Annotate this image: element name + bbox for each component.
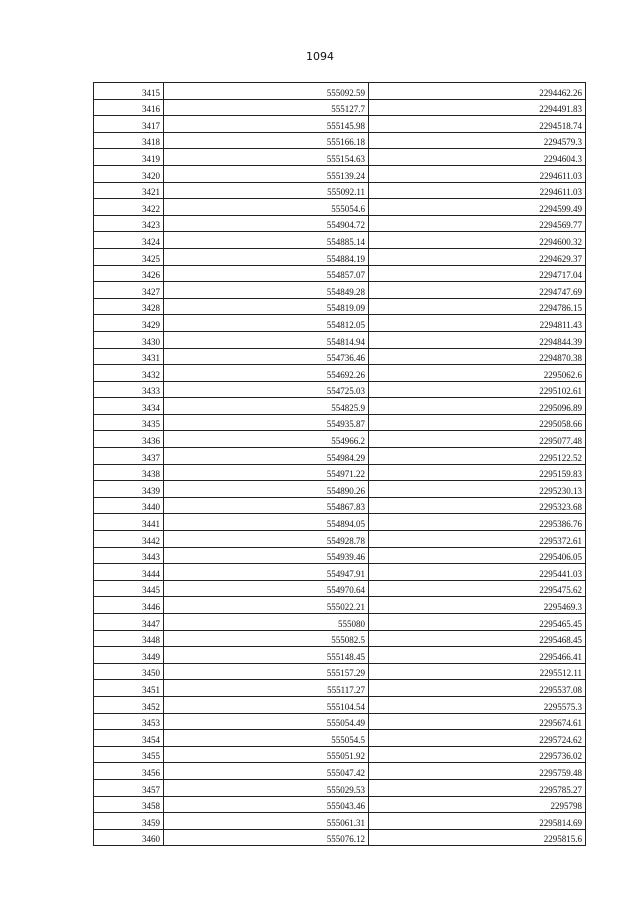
- y-coordinate-cell: 2295512.11: [369, 663, 586, 680]
- y-coordinate-cell: 2294611.03: [369, 182, 586, 199]
- table-row: [94, 663, 586, 680]
- table-row: [94, 132, 586, 149]
- y-coordinate-cell: 2295469.3: [369, 597, 586, 614]
- point-number-cell: 3439: [94, 481, 164, 498]
- table-row: [94, 265, 586, 282]
- point-number-cell: 3425: [94, 248, 164, 265]
- y-coordinate-cell: 2294629.37: [369, 248, 586, 265]
- table-row: [94, 431, 586, 448]
- y-coordinate-cell: 2295475.62: [369, 580, 586, 597]
- y-coordinate-cell: 2295575.3: [369, 696, 586, 713]
- x-coordinate-cell: 555092.59: [164, 83, 369, 100]
- table-row: [94, 464, 586, 481]
- table-row: [94, 547, 586, 564]
- point-number-cell: 3452: [94, 696, 164, 713]
- table-row: [94, 116, 586, 133]
- x-coordinate-cell: 554971.22: [164, 464, 369, 481]
- table-row: [94, 182, 586, 199]
- y-coordinate-cell: 2295785.27: [369, 779, 586, 796]
- y-coordinate-cell: 2295724.62: [369, 730, 586, 747]
- y-coordinate-cell: 2294717.04: [369, 265, 586, 282]
- x-coordinate-cell: 555076.12: [164, 829, 369, 846]
- x-coordinate-cell: 554984.29: [164, 448, 369, 465]
- table-row: [94, 149, 586, 166]
- x-coordinate-cell: 555022.21: [164, 597, 369, 614]
- y-coordinate-cell: 2295122.52: [369, 448, 586, 465]
- x-coordinate-cell: 554812.05: [164, 315, 369, 332]
- point-number-cell: 3453: [94, 713, 164, 730]
- y-coordinate-cell: 2295062.6: [369, 365, 586, 382]
- point-number-cell: 3451: [94, 680, 164, 697]
- table-row: [94, 829, 586, 846]
- x-coordinate-cell: 555117.27: [164, 680, 369, 697]
- table-row: [94, 564, 586, 581]
- point-number-cell: 3456: [94, 763, 164, 780]
- point-number-cell: 3423: [94, 215, 164, 232]
- point-number-cell: 3420: [94, 165, 164, 182]
- y-coordinate-cell: 2295736.02: [369, 746, 586, 763]
- x-coordinate-cell: 554857.07: [164, 265, 369, 282]
- y-coordinate-cell: 2294600.32: [369, 232, 586, 249]
- point-number-cell: 3430: [94, 331, 164, 348]
- point-number-cell: 3440: [94, 497, 164, 514]
- table-row: [94, 448, 586, 465]
- x-coordinate-cell: 554890.26: [164, 481, 369, 498]
- table-row: [94, 199, 586, 216]
- point-number-cell: 3422: [94, 199, 164, 216]
- x-coordinate-cell: 555054.49: [164, 713, 369, 730]
- table-row: [94, 83, 586, 100]
- y-coordinate-cell: 2295406.05: [369, 547, 586, 564]
- table-row: [94, 315, 586, 332]
- table-row: [94, 398, 586, 415]
- table-row: [94, 165, 586, 182]
- table-row: [94, 215, 586, 232]
- point-number-cell: 3419: [94, 149, 164, 166]
- point-number-cell: 3444: [94, 564, 164, 581]
- table-row: [94, 680, 586, 697]
- point-number-cell: 3429: [94, 315, 164, 332]
- x-coordinate-cell: 555029.53: [164, 779, 369, 796]
- table-row: [94, 730, 586, 747]
- table-row: [94, 514, 586, 531]
- x-coordinate-cell: 555051.92: [164, 746, 369, 763]
- x-coordinate-cell: 555061.31: [164, 813, 369, 830]
- x-coordinate-cell: 554939.46: [164, 547, 369, 564]
- point-number-cell: 3428: [94, 298, 164, 315]
- x-coordinate-cell: 555166.18: [164, 132, 369, 149]
- table-row: [94, 414, 586, 431]
- point-number-cell: 3417: [94, 116, 164, 133]
- table-row: [94, 713, 586, 730]
- table-row: [94, 282, 586, 299]
- y-coordinate-cell: 2295537.08: [369, 680, 586, 697]
- y-coordinate-cell: 2295465.45: [369, 614, 586, 631]
- x-coordinate-cell: 554849.28: [164, 282, 369, 299]
- table-row: [94, 647, 586, 664]
- table-row: [94, 481, 586, 498]
- x-coordinate-cell: 554928.78: [164, 531, 369, 548]
- point-number-cell: 3448: [94, 630, 164, 647]
- x-coordinate-cell: 554885.14: [164, 232, 369, 249]
- point-number-cell: 3433: [94, 381, 164, 398]
- y-coordinate-cell: 2294579.3: [369, 132, 586, 149]
- point-number-cell: 3442: [94, 531, 164, 548]
- table-row: [94, 348, 586, 365]
- x-coordinate-cell: 555154.63: [164, 149, 369, 166]
- y-coordinate-cell: 2294747.69: [369, 282, 586, 299]
- y-coordinate-cell: 2295102.61: [369, 381, 586, 398]
- y-coordinate-cell: 2295466.41: [369, 647, 586, 664]
- x-coordinate-cell: 555092.11: [164, 182, 369, 199]
- point-number-cell: 3421: [94, 182, 164, 199]
- y-coordinate-cell: 2294518.74: [369, 116, 586, 133]
- y-coordinate-cell: 2295815.6: [369, 829, 586, 846]
- table-row: [94, 796, 586, 813]
- point-number-cell: 3441: [94, 514, 164, 531]
- x-coordinate-cell: 554894.05: [164, 514, 369, 531]
- y-coordinate-cell: 2294462.26: [369, 83, 586, 100]
- y-coordinate-cell: 2295323.68: [369, 497, 586, 514]
- table-row: [94, 497, 586, 514]
- table-row: [94, 99, 586, 116]
- x-coordinate-cell: 554935.87: [164, 414, 369, 431]
- x-coordinate-cell: 554692.26: [164, 365, 369, 382]
- point-number-cell: 3426: [94, 265, 164, 282]
- point-number-cell: 3443: [94, 547, 164, 564]
- y-coordinate-cell: 2294491.83: [369, 99, 586, 116]
- table-row: [94, 597, 586, 614]
- y-coordinate-cell: 2295386.76: [369, 514, 586, 531]
- table-row: [94, 696, 586, 713]
- table-row: [94, 248, 586, 265]
- point-number-cell: 3460: [94, 829, 164, 846]
- table-row: [94, 331, 586, 348]
- point-number-cell: 3427: [94, 282, 164, 299]
- table-row: [94, 531, 586, 548]
- y-coordinate-cell: 2295674.61: [369, 713, 586, 730]
- table-row: [94, 746, 586, 763]
- table-row: [94, 779, 586, 796]
- point-number-cell: 3459: [94, 813, 164, 830]
- x-coordinate-cell: 555157.29: [164, 663, 369, 680]
- y-coordinate-cell: 2295096.89: [369, 398, 586, 415]
- y-coordinate-cell: 2295058.66: [369, 414, 586, 431]
- x-coordinate-cell: 555145.98: [164, 116, 369, 133]
- y-coordinate-cell: 2294811.43: [369, 315, 586, 332]
- point-number-cell: 3449: [94, 647, 164, 664]
- y-coordinate-cell: 2295077.48: [369, 431, 586, 448]
- table-row: [94, 614, 586, 631]
- y-coordinate-cell: 2294844.39: [369, 331, 586, 348]
- x-coordinate-cell: 555148.45: [164, 647, 369, 664]
- y-coordinate-cell: 2295441.03: [369, 564, 586, 581]
- x-coordinate-cell: 555082.5: [164, 630, 369, 647]
- y-coordinate-cell: 2295814.69: [369, 813, 586, 830]
- point-number-cell: 3435: [94, 414, 164, 431]
- y-coordinate-cell: 2295230.13: [369, 481, 586, 498]
- y-coordinate-cell: 2295159.83: [369, 464, 586, 481]
- point-number-cell: 3434: [94, 398, 164, 415]
- y-coordinate-cell: 2294569.77: [369, 215, 586, 232]
- x-coordinate-cell: 554867.83: [164, 497, 369, 514]
- x-coordinate-cell: 554884.19: [164, 248, 369, 265]
- coordinates-table: [93, 82, 586, 846]
- point-number-cell: 3437: [94, 448, 164, 465]
- y-coordinate-cell: 2295798: [369, 796, 586, 813]
- page-number: 1094: [306, 50, 334, 63]
- x-coordinate-cell: 554825.9: [164, 398, 369, 415]
- table-row: [94, 763, 586, 780]
- x-coordinate-cell: 555054.6: [164, 199, 369, 216]
- point-number-cell: 3458: [94, 796, 164, 813]
- y-coordinate-cell: 2294786.15: [369, 298, 586, 315]
- point-number-cell: 3446: [94, 597, 164, 614]
- x-coordinate-cell: 554966.2: [164, 431, 369, 448]
- point-number-cell: 3438: [94, 464, 164, 481]
- x-coordinate-cell: 554736.46: [164, 348, 369, 365]
- point-number-cell: 3436: [94, 431, 164, 448]
- x-coordinate-cell: 555047.42: [164, 763, 369, 780]
- coordinates-table-body: [94, 83, 586, 846]
- point-number-cell: 3416: [94, 99, 164, 116]
- point-number-cell: 3447: [94, 614, 164, 631]
- table-row: [94, 365, 586, 382]
- x-coordinate-cell: 554819.09: [164, 298, 369, 315]
- y-coordinate-cell: 2294611.03: [369, 165, 586, 182]
- point-number-cell: 3455: [94, 746, 164, 763]
- x-coordinate-cell: 554725.03: [164, 381, 369, 398]
- x-coordinate-cell: 555127.7: [164, 99, 369, 116]
- point-number-cell: 3445: [94, 580, 164, 597]
- y-coordinate-cell: 2295372.61: [369, 531, 586, 548]
- point-number-cell: 3457: [94, 779, 164, 796]
- y-coordinate-cell: 2294599.49: [369, 199, 586, 216]
- point-number-cell: 3454: [94, 730, 164, 747]
- x-coordinate-cell: 555104.54: [164, 696, 369, 713]
- point-number-cell: 3424: [94, 232, 164, 249]
- table-row: [94, 580, 586, 597]
- table-row: [94, 813, 586, 830]
- y-coordinate-cell: 2295468.45: [369, 630, 586, 647]
- table-row: [94, 298, 586, 315]
- y-coordinate-cell: 2294870.38: [369, 348, 586, 365]
- point-number-cell: 3431: [94, 348, 164, 365]
- x-coordinate-cell: 554904.72: [164, 215, 369, 232]
- x-coordinate-cell: 555139.24: [164, 165, 369, 182]
- point-number-cell: 3432: [94, 365, 164, 382]
- x-coordinate-cell: 555080: [164, 614, 369, 631]
- point-number-cell: 3450: [94, 663, 164, 680]
- table-row: [94, 630, 586, 647]
- x-coordinate-cell: 555043.46: [164, 796, 369, 813]
- table-row: [94, 232, 586, 249]
- y-coordinate-cell: 2294604.3: [369, 149, 586, 166]
- table-row: [94, 381, 586, 398]
- x-coordinate-cell: 554947.91: [164, 564, 369, 581]
- point-number-cell: 3418: [94, 132, 164, 149]
- y-coordinate-cell: 2295759.48: [369, 763, 586, 780]
- point-number-cell: 3415: [94, 83, 164, 100]
- x-coordinate-cell: 554814.94: [164, 331, 369, 348]
- x-coordinate-cell: 555054.5: [164, 730, 369, 747]
- x-coordinate-cell: 554970.64: [164, 580, 369, 597]
